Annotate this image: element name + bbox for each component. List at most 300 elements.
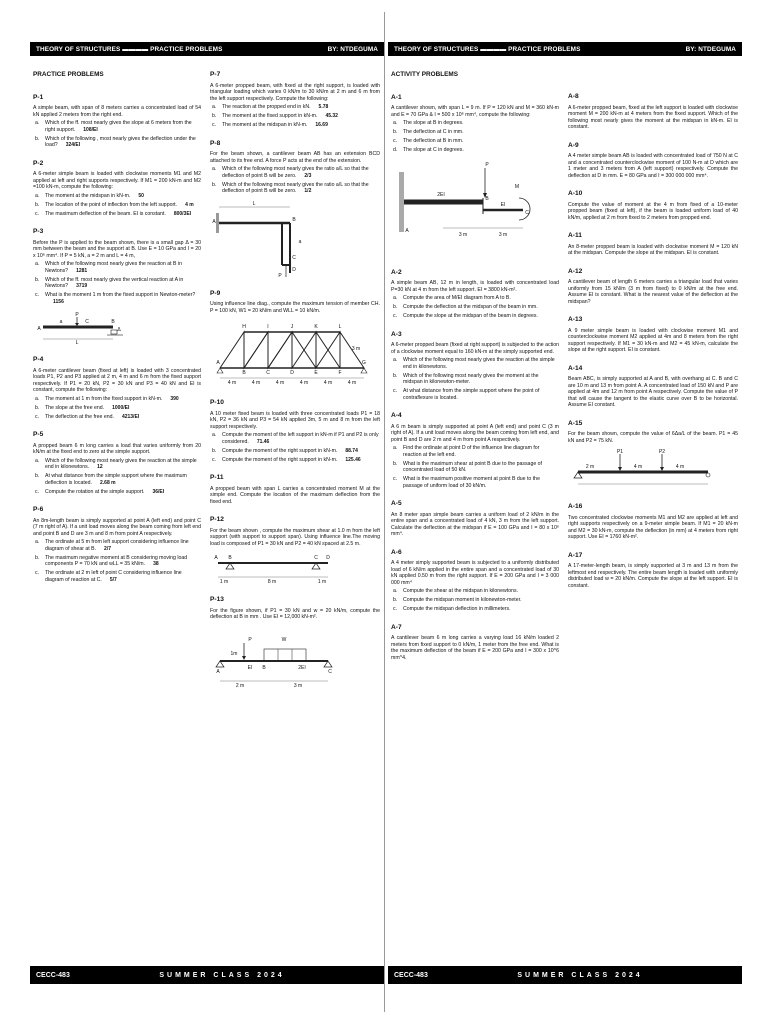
figure-label: a: [298, 238, 302, 245]
sub-question-text: The maximum negative moment at B considering moving load components P = 70 kN and wLL = 35 kN/m.: [45, 554, 188, 567]
problem-a2: [391, 270, 559, 320]
sub-question-letter: c.: [35, 210, 40, 217]
sub-question-body: [403, 388, 559, 401]
sub-question-body: [403, 138, 463, 145]
sub-question: [33, 261, 201, 274]
left-column: [391, 72, 559, 673]
header-author: BY: NTDEGUMA: [327, 45, 378, 53]
problem-statement: Before the P is applied to the beam shown, there is a small gap Δ = 30 mm between the beam and the support at B. Use E = 10 GPa and I = 20 x 10⁶ mm⁴. If P = 5 kN, a = 2 m and L = 4 m,: [33, 239, 201, 259]
sub-question-body: [403, 476, 559, 489]
sub-question: [210, 457, 380, 464]
problem-number: A-17: [568, 551, 583, 559]
figure-label: A: [405, 227, 409, 234]
sub-question-letter: b.: [35, 554, 40, 561]
sub-question-text: Which of the following most nearly gives the reaction at the simple end in kilonewtons.: [403, 357, 555, 370]
sub-question: [33, 193, 201, 200]
figure-label: 4 m: [227, 380, 237, 386]
problem-p1: [33, 95, 201, 149]
figure-label: D: [290, 370, 294, 376]
sub-question-text: Compute the moment of the right support in kN-m.: [222, 447, 338, 454]
problem-number: P-5: [33, 431, 44, 438]
sub-question-letter: a.: [393, 295, 398, 301]
problem-statement: A 6-meter propped beam, fixed at the left support is loaded with clockwise moment M = 200 kN-m at 4 meters from the fixed support. Which of the following most nearly gives the moment at the midspan in kN-m. EI is constant.: [568, 104, 738, 130]
sub-question-letter: c.: [393, 138, 398, 144]
problem-a14: [568, 366, 738, 409]
problem-a9: [568, 143, 738, 180]
sub-question-text: The location of the point of inflection from the left support.: [45, 201, 178, 208]
sub-question-body: [403, 304, 538, 311]
figure-label: C: [292, 254, 296, 261]
sub-question-body: [222, 166, 380, 179]
sub-question-text: The slope at C in degrees.: [403, 147, 464, 153]
sub-question-text: The deflection at B in mm.: [403, 138, 464, 144]
sub-question-body: [403, 120, 464, 127]
sub-question-body: [222, 122, 328, 129]
sub-question-body: [403, 147, 464, 154]
sub-question: [33, 277, 201, 290]
sub-question-body: [222, 432, 380, 445]
problem-number: P-8: [210, 139, 221, 147]
section-title: PRACTICE PROBLEMS: [33, 71, 104, 78]
figure-p9: [210, 318, 375, 388]
figure-label: 4 m: [323, 380, 333, 386]
figure-label: 4 m: [251, 380, 261, 386]
sub-question-text: The slope at the free end.: [45, 404, 105, 411]
sub-question-letter: c.: [393, 313, 398, 319]
problem-p9: [210, 291, 380, 389]
sub-question-body: [45, 136, 201, 149]
sub-question: [210, 182, 380, 195]
figure-label: 1 m: [317, 579, 327, 585]
sub-question-letter: c.: [212, 122, 217, 128]
sub-question-body: [45, 539, 201, 552]
problem-statement: A 6-meter simple beam is loaded with clockwise moments M1 and M2 applied at left and right supports respectively. If M1 = 200 kN-m and M2 =100 kN-m, compute the following:: [33, 171, 201, 190]
course-code: CECC-483: [394, 971, 428, 979]
problem-statement: A cantilever beam of length 6 meters carries a triangular load that varies uniformly from 15 kN/m (3 m from fixed) to 0 kN/m at the free end. Assume EI is constant. What is the nearest value of the deflection at the midspan?: [568, 279, 738, 305]
sub-question-list: [210, 432, 380, 463]
problem-p12: [210, 517, 380, 585]
answer-key: 1/2: [304, 188, 312, 194]
answer-key: 390: [170, 395, 179, 402]
figure-label: L: [75, 340, 79, 345]
problem-number: A-11: [568, 232, 582, 239]
sub-question-text: What is the maximum positive moment at point B due to the passage of uniform load of 30 kN/m.: [403, 476, 540, 489]
figure-label: B: [485, 195, 489, 202]
problem-number: P-11: [210, 474, 224, 481]
sub-question-letter: a.: [35, 395, 40, 402]
sub-question-list: [391, 120, 559, 154]
sub-question-body: [45, 277, 201, 290]
figure-p13: [210, 625, 340, 689]
figure-label: B: [228, 555, 232, 561]
sub-question-text: Compute the area of M/EI diagram from A to B.: [403, 295, 511, 301]
sub-question-text: What is the maximum shear at point B due to the passage of concentrated load of 50 kN.: [403, 460, 542, 473]
figure-label: 8 m: [267, 579, 277, 585]
sub-question-list: [210, 166, 380, 195]
sub-question-body: [45, 458, 201, 471]
problem-number: A-8: [568, 93, 579, 100]
sub-question-letter: b.: [393, 304, 398, 310]
figure-label: 3 m: [458, 231, 468, 238]
sub-question: [33, 555, 201, 568]
sub-question-letter: a.: [212, 432, 217, 438]
figure-label: A: [216, 668, 220, 675]
figure-label: P: [485, 161, 489, 168]
problem-statement: A 4 meter simply supported beam is subjected to a uniformly distributed load of 6 kN/m applied in the entire span and a concentrated load of 30 kN applied 0.50 m from the right support. If E = 200 GPa and I = 3 000 000 mm⁴: [391, 560, 559, 586]
problem-statement: Using influence line diag., compute the maximum tension of member CH. P = 100 kN, W1 = 20 kN/m and WLL = 10 kN/m.: [210, 301, 380, 314]
sub-question-letter: b.: [35, 201, 40, 208]
sub-question-text: Which of the following most nearly gives the moment at the midspan in kilonewton-meter.: [403, 372, 539, 385]
sub-question-list: [33, 193, 201, 218]
sub-question: [391, 129, 559, 136]
sub-question-text: The ordinate at 5 m from left support considering influence line diagram of shear at B.: [45, 539, 189, 552]
answer-key: 4 m: [185, 201, 194, 208]
problem-number: A-9: [568, 141, 579, 149]
answer-key: 38: [153, 561, 159, 567]
figure-label: P: [278, 272, 282, 279]
problem-number: A-13: [568, 316, 583, 323]
sub-question: [391, 304, 559, 311]
answer-key: 2.68 m: [100, 479, 116, 486]
sub-question-body: [222, 113, 338, 120]
figure-a15: [568, 448, 718, 492]
sub-question: [210, 448, 380, 455]
figure-label: 4 m: [675, 464, 685, 470]
answer-key: 108/EI: [83, 126, 98, 133]
figure-label: B: [262, 664, 266, 671]
sub-question: [33, 136, 201, 149]
sub-question-letter: a.: [393, 120, 398, 126]
sub-question: [210, 104, 380, 111]
figure-label: 2 m: [235, 682, 245, 689]
problem-statement: A cantilever beam 6 m long carries a varying load 16 kN/m loaded 2 meters from fixed support to 0 kN/m, 1 meter from the free end. What is the maximum deflection of the beam if E = 200 GPa and I = 300 x 10^6 mm^4.: [391, 635, 559, 661]
sub-question-text: The maximum deflection of the beam. EI is constant.: [45, 210, 166, 217]
sub-question-list: [33, 458, 201, 496]
sub-question-text: Which of the following most nearly gives the reaction at B in Newtons?: [45, 261, 182, 274]
figure-p8: [210, 199, 320, 279]
sub-question: [391, 445, 559, 458]
problem-statement: For the beam shown, a cantilever beam AB has an extension BCD attached to its free end. A force P acts at the end of the extension.: [210, 151, 380, 164]
sub-question-body: [403, 129, 464, 136]
sub-question-text: The moment at 1 m from the fixed support in kN-m.: [45, 395, 163, 402]
figure-label: L: [252, 200, 256, 207]
problem-a17: [568, 553, 738, 590]
problem-number: A-15: [568, 419, 583, 427]
sub-question-letter: b.: [393, 460, 398, 467]
figure-label: 4 m: [275, 380, 285, 386]
sub-question-letter: c.: [35, 570, 40, 576]
answer-key: 71.46: [256, 438, 270, 445]
sub-question: [33, 396, 201, 403]
sub-question: [33, 120, 201, 133]
figure-label: J: [290, 324, 294, 330]
sub-question-letter: a.: [35, 192, 40, 199]
problem-number: A-3: [391, 330, 402, 338]
sub-question: [391, 295, 559, 302]
problem-statement: Two concentrated clockwise moments M1 and M2 are applied at left and right supports respectively on a 9-meter simple beam. If M1 = 20 kN-m and M2 = 30 kN-m, compute the deflection (in mm) at 4 meters from right support. Use EI = 1760 kN-m².: [568, 514, 738, 540]
problem-statement: Beam ABC, is simply supported at A and B, with overhang at C. B and C are 10 m and 13 m from point A. A concentrated load of 150 kN and P are applied at 4m and 12 m from point A respectively. Compute the value of P that will cause the tangent to the elastic curve over B to be horizontal. Assume EI constant.: [568, 376, 738, 408]
figure-label: C: [525, 209, 529, 216]
problem-a11: [568, 233, 738, 257]
page-divider: [384, 12, 385, 1012]
answer-key: 16.69: [315, 122, 328, 128]
figure-label: A: [212, 218, 216, 225]
sub-question: [391, 357, 559, 370]
sub-question-letter: a.: [35, 457, 40, 464]
sub-question: [33, 292, 201, 305]
figure-label: A: [214, 555, 218, 561]
sub-question: [391, 388, 559, 401]
figure-p12: [210, 551, 340, 585]
figure-label: 3 m: [351, 346, 361, 352]
sub-question: [33, 405, 201, 412]
figure-label: 4 m: [347, 380, 357, 386]
sub-question-text: The moment at the midspan in kN-m.: [222, 122, 308, 128]
sub-question-letter: a.: [35, 539, 40, 545]
figure-label: B: [242, 370, 246, 376]
term-label: SUMMER CLASS 2024: [517, 971, 643, 979]
figure-label: A: [37, 326, 41, 332]
problem-number: P-1: [33, 93, 44, 101]
sub-question-text: Compute the moment of the left support in kN-m if P1 and P2 is only considered.: [222, 432, 379, 445]
figure-label: K: [314, 324, 318, 330]
sub-question-list: [391, 295, 559, 320]
problem-p2: [33, 161, 201, 218]
figure-label: C: [314, 555, 318, 561]
sub-question-body: [45, 570, 201, 583]
sub-question-list: [391, 445, 559, 489]
figure-label: E: [314, 370, 318, 376]
answer-key: 5.78: [318, 104, 329, 110]
sub-question-letter: a.: [212, 166, 217, 172]
course-code: CECC-483: [36, 971, 70, 979]
sub-question: [33, 539, 201, 552]
sub-question-letter: c.: [393, 606, 398, 612]
sub-question-text: Which of the ff. most nearly gives the vertical reaction at A in Newtons?: [45, 276, 184, 289]
sub-question-letter: b.: [393, 597, 398, 603]
sub-question-body: [45, 405, 129, 412]
sub-question-letter: b.: [212, 113, 217, 119]
figure-label: M: [514, 183, 520, 190]
sub-question-text: The ordinate at 2 m left of point C considering influence line diagram of reaction at C.: [45, 570, 182, 583]
problem-statement: A propped beam with span L carries a concentrated moment M at the simple end. Compute the location of the maximum deflection from the fixed end.: [210, 485, 380, 505]
problem-a13: [568, 317, 738, 354]
problem-p8: [210, 141, 380, 279]
sub-question-body: [403, 373, 559, 386]
figure-label: G: [362, 360, 366, 366]
sub-question-text: Compute the shear at the midspan in kilonewtons.: [403, 588, 519, 594]
sub-question-letter: a.: [393, 588, 398, 594]
figure-label: I: [267, 324, 269, 330]
problem-p11: [210, 475, 380, 505]
sub-question-body: [45, 473, 201, 486]
figure-label: 3 m: [293, 682, 303, 689]
sub-question-body: [403, 588, 518, 595]
figure-label: P: [248, 636, 252, 643]
figure-label: Δ: [117, 327, 121, 333]
figure-label: L: [338, 324, 342, 330]
problem-number: P-9: [210, 289, 221, 297]
problem-a4: [391, 413, 559, 489]
problem-number: A-14: [568, 364, 583, 372]
problem-number: A-2: [391, 268, 402, 276]
sub-question: [33, 202, 201, 209]
problem-a10: [568, 191, 738, 221]
middle-column: [210, 72, 380, 701]
sub-question-body: [45, 193, 144, 200]
page-header: [30, 42, 384, 56]
problem-statement: A 6-meter cantilever beam (fixed at left) is loaded with 3 concentrated loads P1, P2 and P3 applied at 2 m, 4 m and 6 m from the fixed support respectively. If P1 = 20 kN, P2 = 30 kN and P3 = 40 kN and EI is constant, compute the following:: [33, 367, 201, 393]
problem-statement: For the figure shown, if P1 = 30 kN and w = 20 kN/m, compute the deflection at B in mm . Use EI = 12,000 kN-m².: [210, 607, 380, 620]
sub-question-letter: a.: [212, 104, 217, 110]
sub-question-letter: b.: [35, 276, 40, 283]
right-column: [568, 94, 738, 601]
sub-question-text: Find the ordinate at point D of the influence line diagram for reaction at the left end.: [403, 445, 540, 458]
sub-question-text: Compute the rotation at the simple support.: [45, 488, 145, 495]
answer-key: 800/3EI: [173, 210, 192, 217]
sub-question-body: [403, 606, 511, 613]
problem-p5: [33, 432, 201, 495]
sub-question-body: [222, 448, 358, 455]
sub-question-text: Which of the following most nearly gives the ratio a/L so that the deflection of point B will be zero.: [222, 181, 369, 194]
sub-question-body: [222, 104, 328, 111]
figure-label: 4 m: [633, 464, 643, 470]
sub-question: [391, 120, 559, 127]
figure-label: F: [338, 370, 342, 376]
sub-question-body: [45, 292, 201, 305]
sub-question-list: [33, 120, 201, 149]
sub-question-letter: c.: [212, 456, 217, 463]
figure-p3: [33, 309, 133, 345]
figure-a1: [391, 158, 551, 258]
header-title: THEORY OF STRUCTURES ▬▬▬▬ PRACTICE PROBLEMS: [394, 45, 581, 53]
sub-question-list: [391, 357, 559, 401]
sub-question-body: [403, 597, 522, 604]
answer-key: 2/3: [304, 172, 312, 179]
problem-statement: A simple beam, with span of 8 meters carries a concentrated load of 54 kN applied 2 meters from the right end.: [33, 105, 201, 118]
section-title: ACTIVITY PROBLEMS: [391, 71, 458, 78]
problem-statement: An 8m-length beam is simply supported at point A (left end) and point C (7 m right of A). If a unit load moves along the beam coming from left end and point B and D are 3 m and 8 m from point A respectively.: [33, 517, 201, 537]
figure-label: 3 m: [498, 231, 508, 238]
problem-a7: [391, 625, 559, 662]
sub-question: [33, 489, 201, 496]
sub-question-letter: b.: [212, 447, 217, 454]
sub-question-letter: a.: [393, 445, 398, 451]
problem-a15: [568, 421, 738, 493]
figure-label: P: [75, 312, 79, 318]
figure-label: 2EI: [298, 664, 306, 671]
sub-question-body: [222, 182, 380, 195]
sub-question-text: Compute the slope at the midspan of the beam in degrees.: [403, 313, 538, 319]
sub-question-text: Which of the ff. most nearly gives the slope at 6 meters from the right support.: [45, 120, 192, 133]
problem-p10: [210, 400, 380, 463]
problem-statement: An 8-meter propped beam is loaded with clockwise moment M = 120 kN at the midspan. Compute the slope at the midspan. EI is constant.: [568, 243, 738, 256]
problem-number: A-6: [391, 548, 402, 556]
sub-question-text: Compute the moment of the right support in kN-m.: [222, 456, 338, 463]
sub-question-text: Compute the deflection at the midspan of the beam in mm.: [403, 304, 538, 310]
problem-number: A-12: [568, 267, 583, 275]
figure-label: W: [281, 636, 287, 643]
sub-question: [391, 597, 559, 604]
figure-label: P1: [616, 449, 624, 455]
sub-question-text: The deflection at the free end.: [45, 413, 114, 420]
problem-number: A-4: [391, 412, 402, 419]
sub-question-text: The moment at the midspan in kN-m.: [45, 192, 131, 199]
page-footer: [30, 966, 384, 984]
problem-statement: A 4 meter simple beam AB is loaded with concentrated load of 750 N at C and a concentrated counterclockwise moment of 100 N-m at D which are 1 meter and 3 meters from A (left support) respectively. Compute the deflection at D in mm. E = 80 GPa and I = 300 000 000 mm⁴.: [568, 153, 738, 179]
sub-question-text: What is the moment 1 m from the fixed support in Newton-meter?: [45, 292, 196, 298]
problem-a5: [391, 501, 559, 538]
problem-p6: [33, 507, 201, 583]
problem-p3: [33, 229, 201, 345]
problem-statement: A 6-meter propped beam, with fixed at the right support, is loaded with triangular loading which varies 0 kN/m to 30 kN/m at 2 m and 6 m from the left support respectively. Compute the following:: [210, 82, 380, 102]
sub-question-list: [210, 104, 380, 129]
problem-a12: [568, 269, 738, 306]
answer-key: 88.74: [345, 447, 358, 454]
sub-question: [210, 432, 380, 445]
problem-number: P-3: [33, 228, 44, 235]
sub-question-text: The moment at the fixed support in kN-m.: [222, 113, 318, 119]
problem-statement: For the beam shown , compute the maximum shear at 1.0 m from the left support (with support to support span). Using influence line.The moving load is composed of P1 = 30 kN and P2 = 40 kN spaced at 2.5 m.: [210, 527, 380, 547]
problem-a3: [391, 332, 559, 402]
sub-question: [391, 313, 559, 320]
problem-statement: A 6 m beam is simply supported at point A (left end) and point C (3 m right of A). If a unit load moves along the beam coming from left end, and point B and D are 2 m and 4 m from point A respectively.: [391, 423, 559, 443]
answer-key: 324/EI: [65, 142, 81, 148]
sub-question-text: Which of the following most nearly gives the ratio a/L so that the deflection of point B will be zero.: [222, 166, 369, 179]
sub-question-body: [222, 457, 361, 464]
figure-label: 2EI: [437, 191, 445, 198]
figure-label: B: [111, 319, 115, 325]
sub-question-text: At what distance from the simple support where the maximum deflection is located.: [45, 473, 187, 486]
problem-number: P-10: [210, 399, 224, 406]
problem-number: A-10: [568, 190, 583, 197]
problem-number: P-6: [33, 506, 44, 513]
answer-key: 1156: [53, 298, 64, 305]
sub-question-letter: a.: [35, 120, 40, 126]
sub-question: [391, 373, 559, 386]
answer-key: 1281: [76, 267, 88, 274]
answer-key: 5/7: [109, 576, 117, 583]
answer-key: 2/7: [104, 545, 111, 552]
sub-question-letter: b.: [35, 404, 40, 411]
sub-question-letter: c.: [35, 292, 40, 298]
problem-statement: A 6-meter propped beam (fixed at right support) is subjected to the action of a clockwise moment equal to 160 kN-m at the simply supported end.: [391, 342, 559, 355]
problem-statement: A simple beam AB, 12 m in length, is loaded with concentrated load P=30 kN at 4 m from the left support. EI = 3800 kN-m².: [391, 280, 559, 293]
problem-number: P-13: [210, 596, 224, 603]
left-column: [33, 72, 201, 595]
problem-p4: [33, 357, 201, 420]
problem-statement: For the beam shown, compute the value of 6Δa/L of the beam. P1 = 45 kN and P2 = 75 kN.: [568, 431, 738, 444]
answer-key: 1000/EI: [112, 404, 130, 411]
problem-p7: [210, 72, 380, 129]
right-page: [388, 0, 742, 1024]
figure-label: D: [292, 266, 296, 273]
sub-question-letter: c.: [393, 388, 398, 394]
header-author: BY: NTDEGUMA: [685, 45, 736, 53]
problem-number: A-7: [391, 623, 402, 631]
sub-question: [210, 122, 380, 129]
sub-question-text: At what distance from the simple support where the point of contraflexure is located.: [403, 388, 540, 401]
figure-label: 1m: [230, 650, 238, 657]
sub-question-body: [45, 261, 201, 274]
sub-question-body: [403, 295, 511, 302]
problem-number: P-7: [210, 71, 221, 78]
problem-statement: An 8 meter span simple beam carries a uniform load of 2 kN/m in the entire span and a concentrated load of 4 kN, 3 m from the left support. Calculate the deflection at the midspan if E = 100 GPa and I = 80 x 10⁶ mm⁴.: [391, 511, 559, 537]
sub-question-body: [45, 555, 201, 568]
sub-question-text: Which of the following most nearly gives the reaction at the simple end in kilonewtons.: [45, 457, 197, 470]
sub-question: [33, 414, 201, 421]
sub-question-letter: a.: [393, 357, 398, 363]
